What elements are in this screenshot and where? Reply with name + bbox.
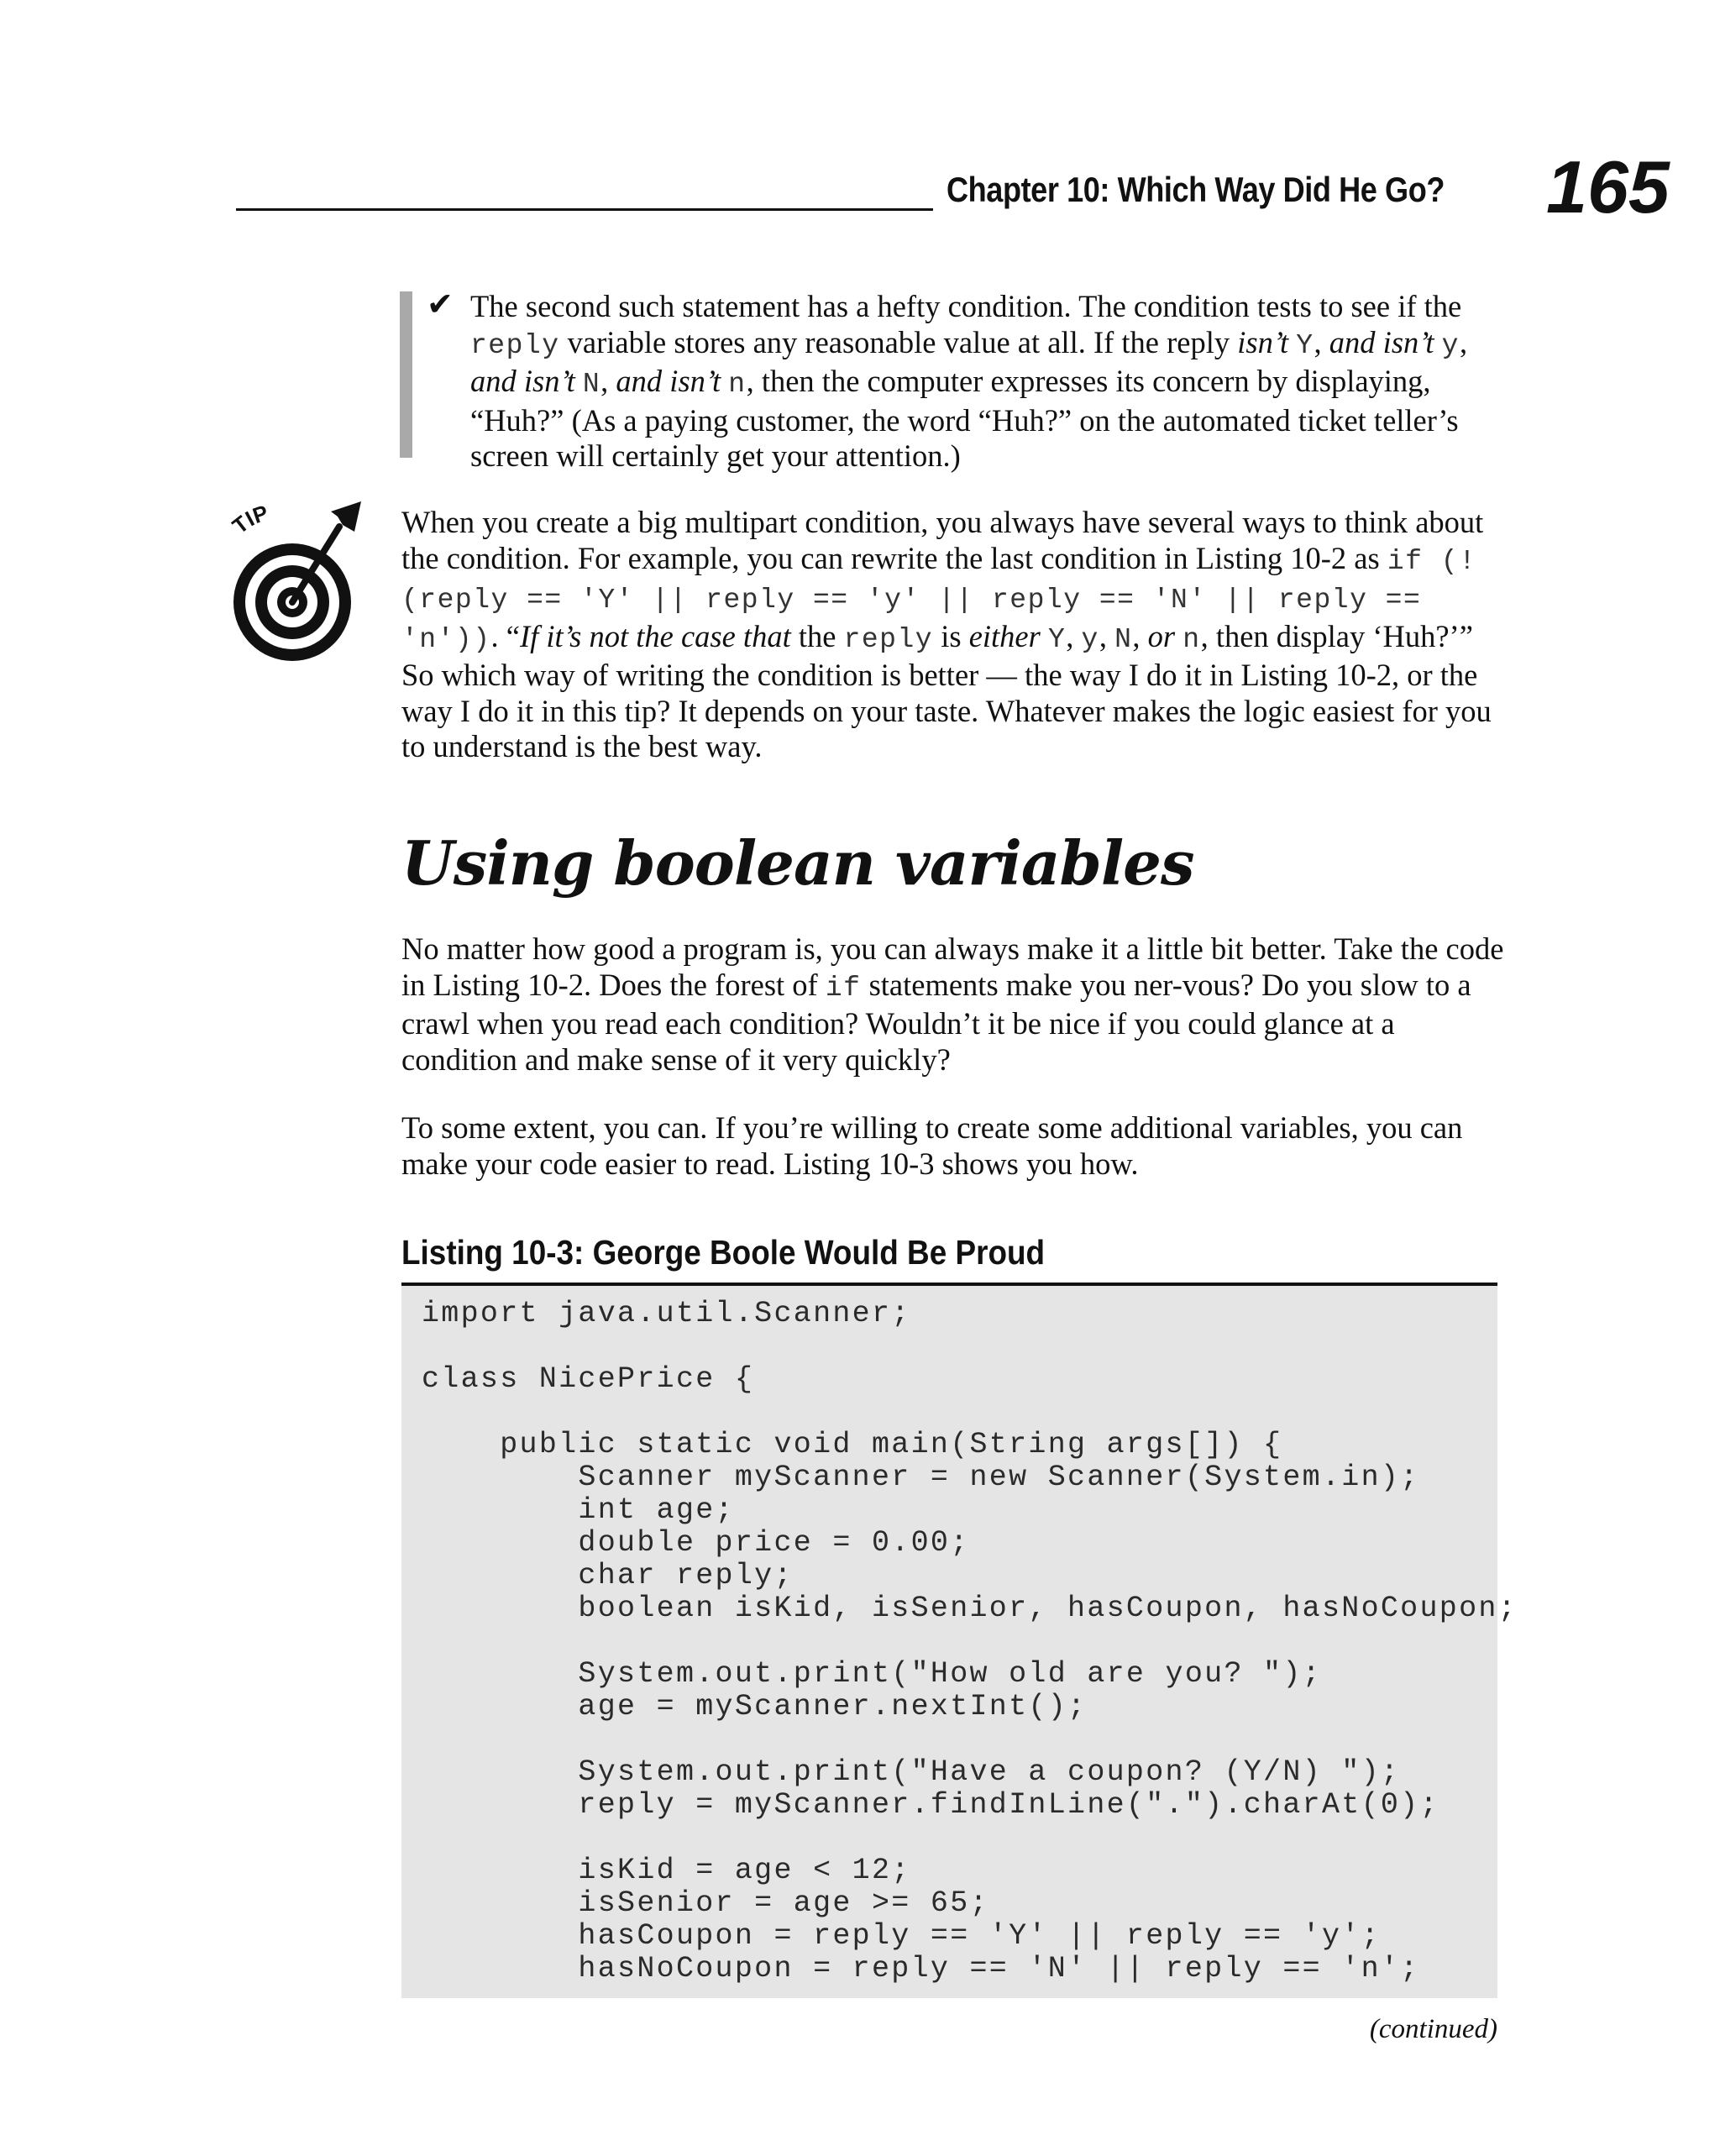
code-listing [401, 1286, 1518, 1998]
tip-label: TIP [228, 500, 272, 539]
tip-text: When you create a big multipart condition, you always have several ways to think about the condition. For example, you can rewrite the last condition in Listing 10-2 as if (!(reply == 'Y' || reply == 'y' || reply == 'N' || reply == 'n')). “If it’s not the case that the reply is either Y, y, N, or n, then display ‘Huh?’” So which way of writing the condition is better — the way I do it in Listing 10-2, or the way I do it in this tip? It depends on your taste. Whatever makes the logic easiest for you to understand is the best way. [401, 505, 1492, 763]
page-number: 165 [1546, 145, 1670, 228]
body-paragraph-1: No matter how good a program is, you can always make it a little bit better. Take the code in Listing 10-2. Does the forest of if statements make you ner-vous? Do you slow to a crawl when you read each condition? Wouldn’t it be nice if you could glance at a condition and make sense of it very quickly? [401, 931, 1504, 1077]
code-text: import java.util.Scanner; class NicePrice { public static void main(String args[]) { Scanner myScanner = new Scanner(System.in); int age; double price = 0.00; char reply; boolean isKid, isSenior, hasCoupon, hasNoCoupon; System.out.print("How old are you? "); age = myScanner.nextInt(); System.out.print("Have a coupon? (Y/N) "); reply = myScanner.findInLine(".").charAt(0); isKid = age < 12; isSenior = age >= 65; hasCoupon = reply == 'Y' || reply == 'y'; hasNoCoupon = reply == 'N' || reply == 'n'; [422, 1297, 1518, 1986]
running-header [236, 145, 1697, 228]
bullet-side-bar [400, 291, 412, 458]
bullet-text: The second such statement has a hefty condition. The condition tests to see if the reply variable stores any reasonable value at all. If the reply isn’t Y, and isn’t y, and isn’t N, and isn’t n, then the computer expresses its concern by displaying, “Huh?” (As a paying customer, the word “Huh?” on the automated ticket teller’s screen will certainly get your attention.) [470, 289, 1468, 473]
header-rule [236, 208, 933, 211]
continued-note: (continued) [1369, 2014, 1497, 2044]
chapter-title: Chapter 10: Which Way Did He Go? [947, 170, 1445, 209]
checkmark-icon: ✔ [427, 287, 454, 323]
body-paragraph-2: To some extent, you can. If you’re willing to create some additional variables, you can make your code easier to read. Listing 10-3 shows you how. [401, 1110, 1463, 1181]
section-heading: Using boolean variables [401, 827, 1194, 899]
tip-target-icon [228, 500, 371, 668]
listing-caption: Listing 10-3: George Boole Would Be Proud [401, 1233, 1046, 1272]
